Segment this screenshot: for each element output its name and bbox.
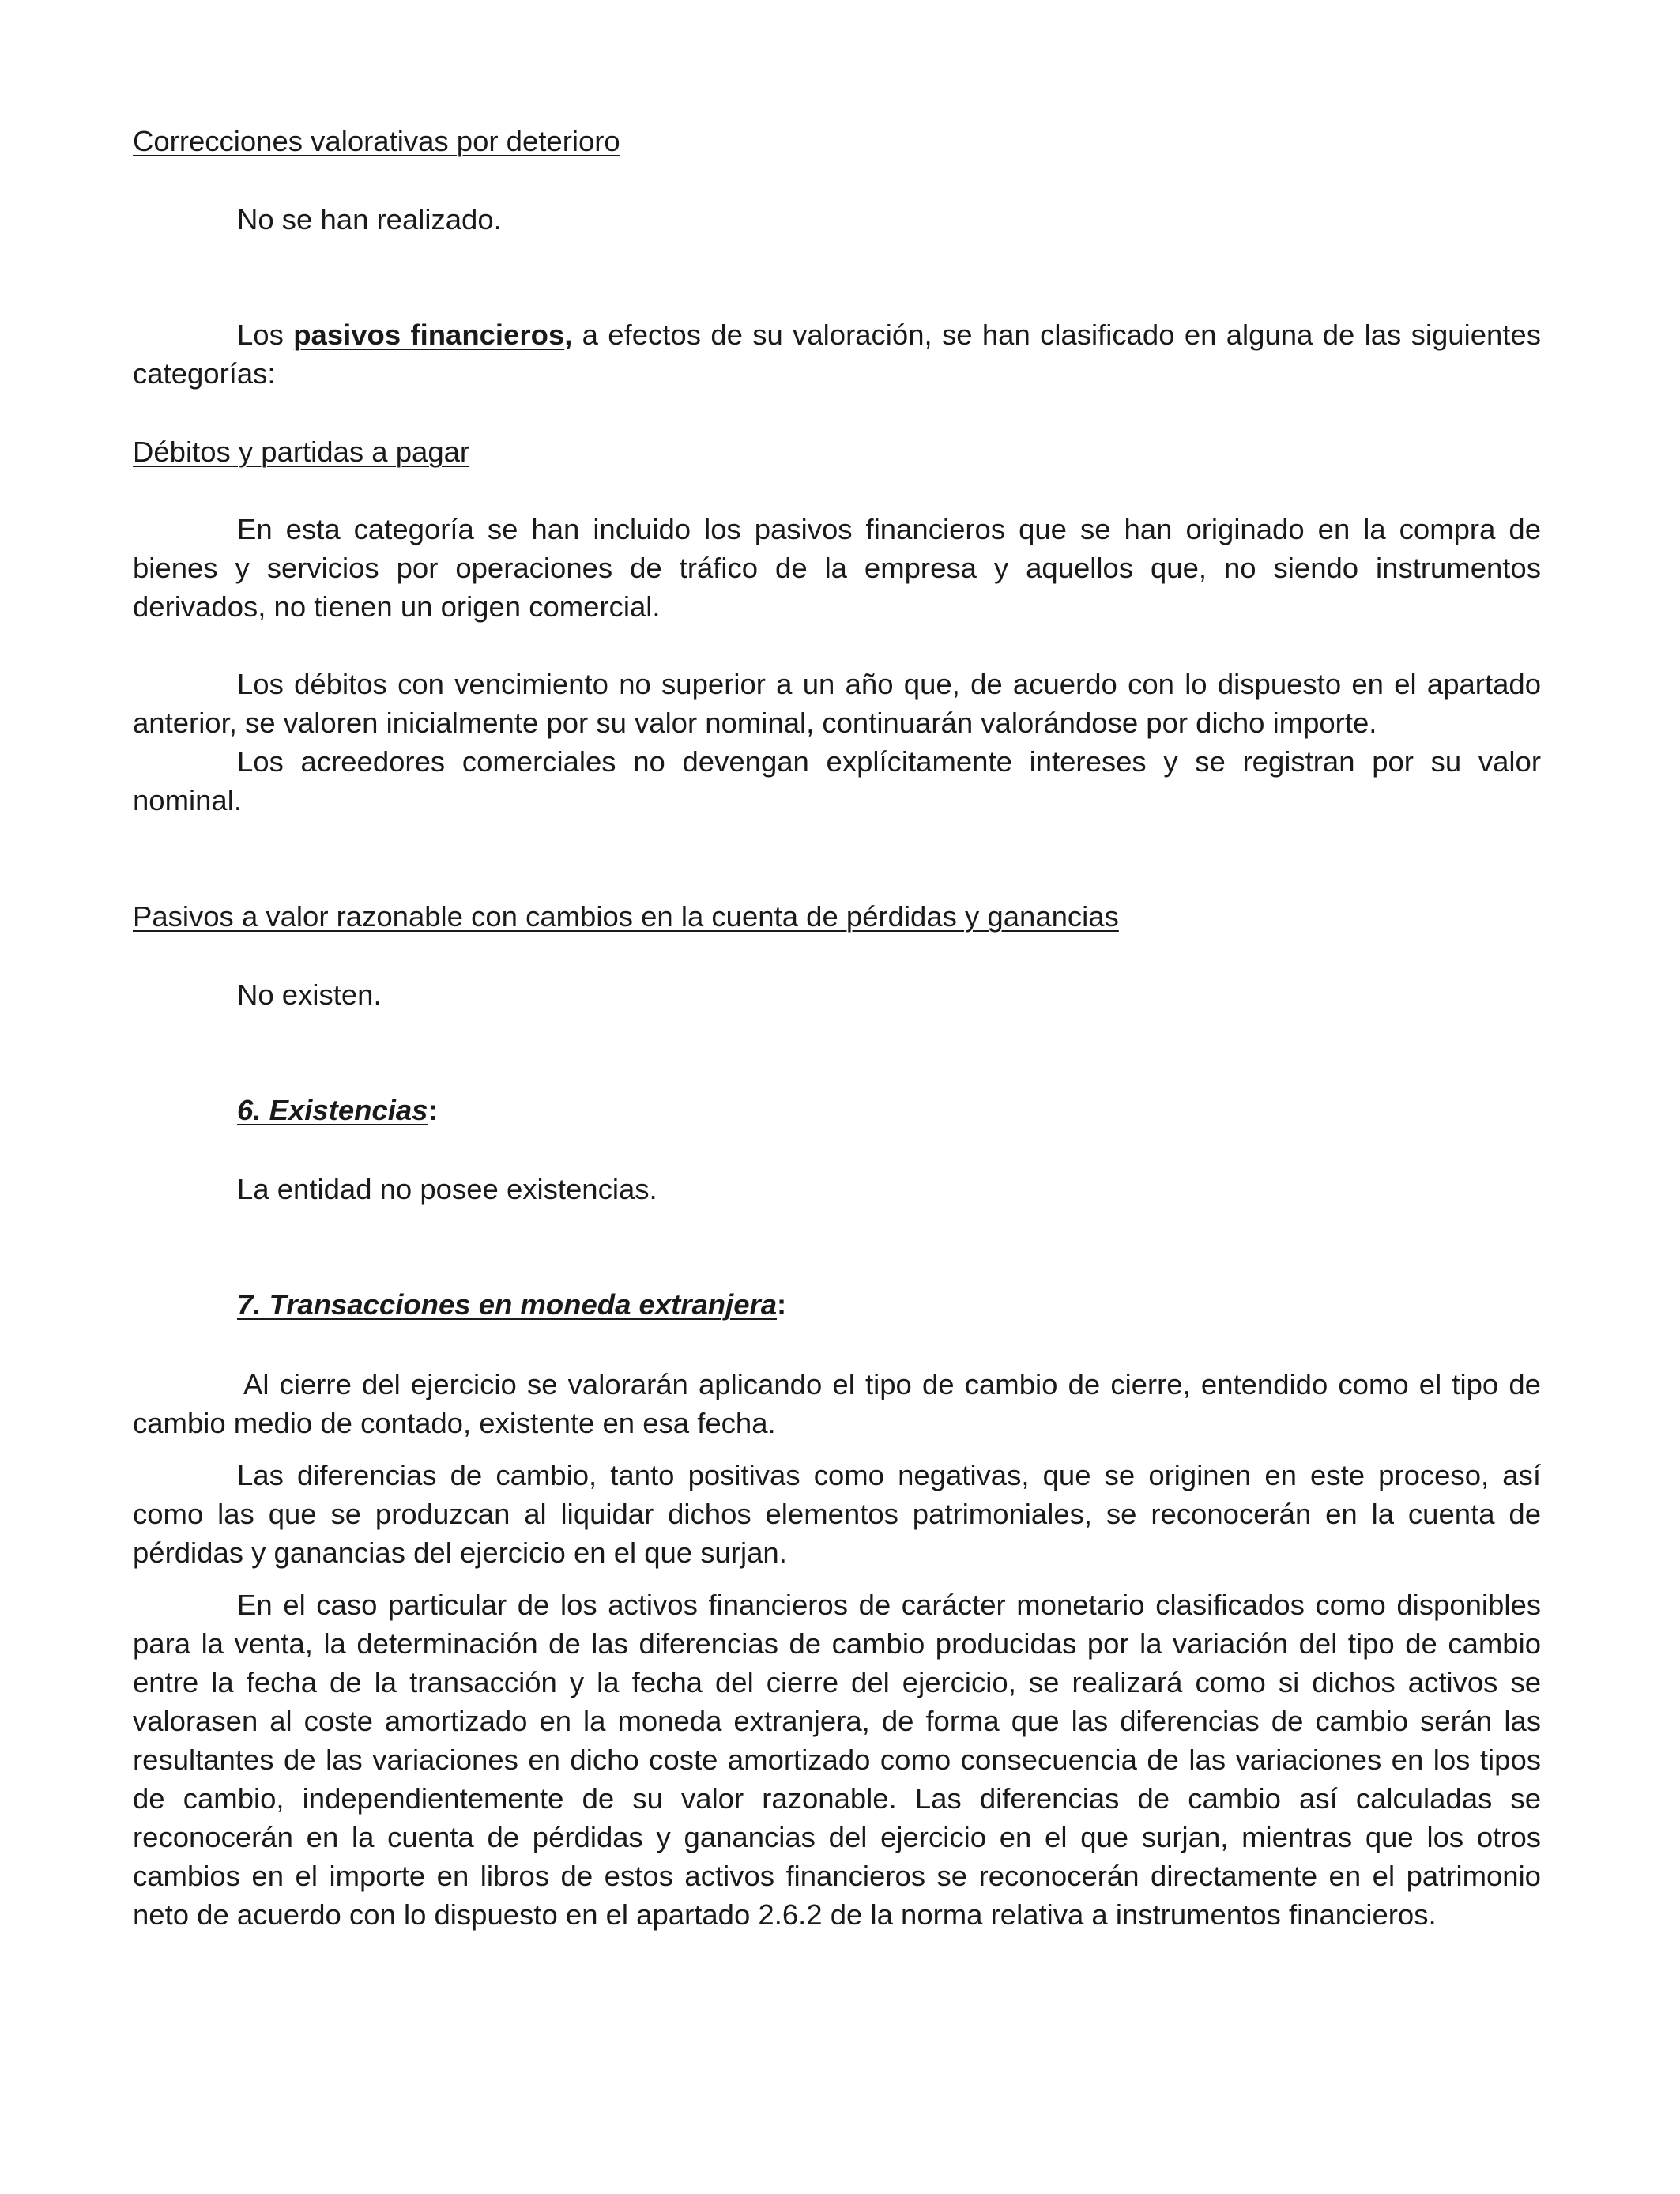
paragraph-debitos-vencimiento: Los débitos con vencimiento no superior a un año que, de acuerdo con lo dispuesto en el apartado anterior, se valoren inicialmente por su valor nominal, continuarán valorándose por dicho importe. — [133, 668, 1541, 739]
paragraph-debitos-categoria: En esta categoría se han incluido los pasivos financieros que se han originado en la compra de bienes y servicios por operaciones de tráfico de la empresa y aquellos que, no siendo instrumentos derivados, no tienen un origen comercial. — [133, 513, 1541, 623]
paragraph-pasivos-financieros-intro — [133, 315, 1541, 393]
heading-pasivos-valor-razonable: Pasivos a valor razonable con cambios en la cuenta de pérdidas y ganancias — [133, 900, 1119, 933]
section-heading-existencias — [133, 1091, 1645, 1129]
paragraph-no-existen: No existen. — [237, 978, 382, 1011]
paragraph-activos-monetarios: En el caso particular de los activos financieros de carácter monetario clasificados como disponibles para la venta, la determinación de las diferencias de cambio producidas por la variación del tipo de cambio entre la fecha de la transacción y la fecha del cierre del ejercicio, se realizará como si dichos activos se valorasen al coste amortizado en la moneda extranjera, de forma que las diferencias de cambio serán las resultantes de las variaciones en dicho coste amortizado como consecuencia de las variaciones en los tipos de cambio, independientemente de su valor razonable. Las diferencias de cambio así calculadas se reconocerán en la cuenta de pérdidas y ganancias del ejercicio en el que surjan, mientras que los otros cambios en el importe en libros de estos activos financieros se reconocerán directamente en el patrimonio neto de acuerdo con lo dispuesto en el apartado 2.6.2 de la norma relativa a instrumentos financieros. — [133, 1589, 1541, 1931]
heading-transacciones-moneda-extranjera: 7. Transacciones en moneda extranjera — [237, 1288, 778, 1321]
paragraph-cierre-ejercicio: Al cierre del ejercicio se valorarán aplicando el tipo de cambio de cierre, entendido como el tipo de cambio medio de contado, existente en esa fecha. — [133, 1368, 1541, 1439]
heading-transacciones-colon: : — [777, 1288, 787, 1321]
heading-existencias-colon: : — [428, 1094, 438, 1126]
term-pasivos-financieros: pasivos financieros — [293, 319, 565, 351]
intro-text-end: a efectos de su valoración, se han clasificado en alguna de las siguientes categorías: — [133, 319, 1541, 390]
intro-text-start: Los — [237, 319, 294, 351]
section-heading-transacciones — [133, 1285, 1645, 1324]
paragraph-no-posee-existencias: La entidad no posee existencias. — [237, 1173, 657, 1205]
paragraph-acreedores-comerciales: Los acreedores comerciales no devengan explícitamente intereses y se registran por su valor nominal. — [133, 745, 1541, 816]
heading-correcciones-valorativas: Correcciones valorativas por deterioro — [133, 125, 620, 157]
paragraph-no-se-han-realizado: No se han realizado. — [237, 203, 502, 236]
paragraph-diferencias-cambio: Las diferencias de cambio, tanto positivas como negativas, que se originen en este proceso, así como las que se produzcan al liquidar dichos elementos patrimoniales, se reconocerán en la cuenta de pérdidas y ganancias del ejercicio en el que surjan. — [133, 1459, 1541, 1569]
heading-debitos-partidas: Débitos y partidas a pagar — [133, 435, 470, 468]
heading-existencias: 6. Existencias — [237, 1094, 428, 1126]
intro-comma: , — [564, 319, 573, 351]
